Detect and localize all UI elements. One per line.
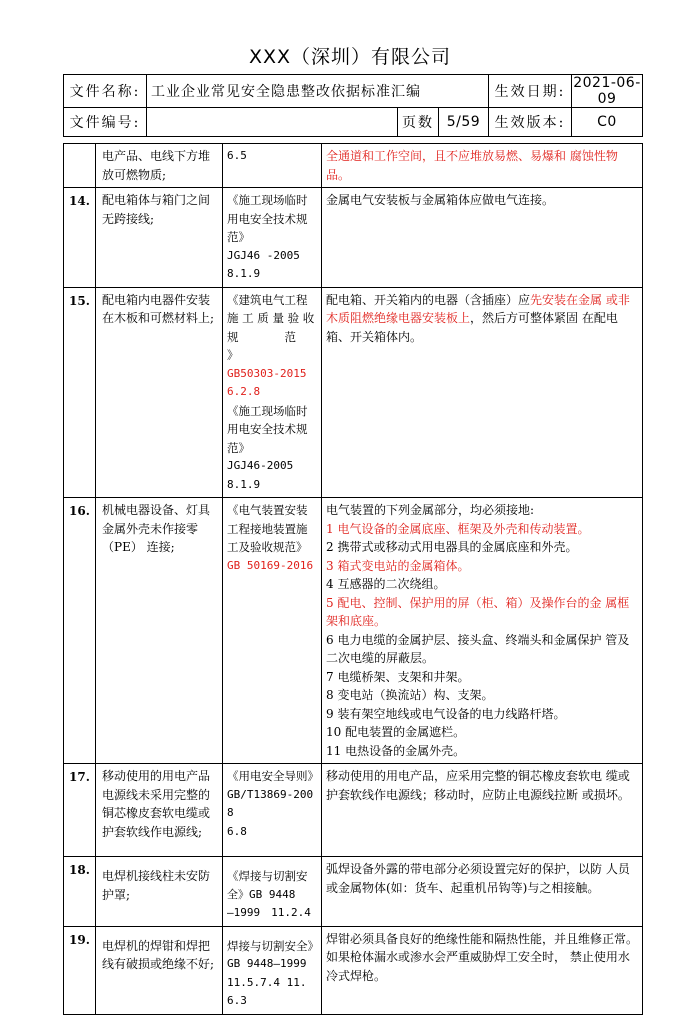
table-row	[64, 287, 643, 498]
standard-line: 用电安全技术规范》	[227, 422, 308, 455]
requirement-text: 配电箱、开关箱内的电器（含插座）应	[326, 292, 531, 307]
standard-ref	[223, 857, 322, 927]
row-number	[64, 144, 96, 188]
requirement-line: 2 携带式或移动式用电器具的金属底座和外壳。	[326, 540, 578, 554]
row-number: 15.	[64, 287, 96, 498]
requirement-line: 1 电气设备的金属底座、框架及外壳和传动装置。	[326, 521, 590, 536]
requirement-line: 11 电热设备的金属外壳。	[326, 743, 466, 758]
standard-line: 11.5.7.4 11.6.3	[227, 975, 307, 1007]
standard-line: 施 工 质 量 验 收	[227, 311, 315, 325]
hazard-standards-table	[63, 143, 643, 1015]
standard-ref	[223, 498, 322, 764]
row-number: 14.	[64, 188, 96, 288]
standard-line: 规 范 》	[227, 329, 319, 362]
requirement-line: 10 配电装置的金属遮栏。	[326, 725, 466, 739]
standard-line: 《焊接与切割安	[227, 869, 308, 883]
version-value: C0	[572, 108, 643, 137]
standard-line: 6.5	[227, 149, 247, 162]
standard-line: —1999 11.2.4	[227, 906, 311, 919]
hazard-item: 电焊机接线柱未安防护罩;	[96, 857, 223, 927]
requirement-line: 6 电力电缆的金属护层、接头盒、终端头和金属保护 管及二次电缆的屏蔽层。	[326, 632, 630, 665]
hazard-item: 配电箱内电器件安装在木板和可燃材料上;	[96, 287, 223, 498]
doc-no-label: 文件编号:	[64, 108, 147, 137]
hazard-item: 电产品、电线下方堆放可燃物质;	[96, 144, 223, 188]
standard-line: 6.8	[227, 824, 247, 838]
requirement	[322, 498, 643, 764]
standard-line: GB 50169-2016	[227, 558, 314, 572]
doc-no-value	[147, 108, 398, 137]
standard-line: GB 9448—1999	[227, 957, 307, 970]
document-header-table	[63, 74, 643, 137]
requirement-line: 8 变电站（换流站）构、支架。	[326, 688, 494, 702]
standard-line: 《建筑电气工程	[227, 292, 308, 307]
version-label: 生效版本:	[489, 108, 572, 137]
table-row	[64, 857, 643, 927]
requirement-text: 焊钳必须具备良好的绝缘性能和隔热性能，并且维修正常。如果枪体漏水或渗水会严重威胁焊工安全时， 禁止使用水冷式焊枪。	[326, 931, 639, 983]
standard-ref	[223, 926, 322, 1014]
standard-line: JGJ46-2005	[227, 459, 294, 472]
table-row	[64, 144, 643, 188]
requirement	[322, 764, 643, 857]
row-number: 17.	[64, 764, 96, 857]
table-row	[64, 188, 643, 288]
requirement	[322, 287, 643, 498]
hazard-item: 配电箱体与箱门之间无跨接线;	[96, 188, 223, 288]
pages-value: 5/59	[439, 108, 489, 137]
requirement-line: 5 配电、控制、保护用的屏（柜、箱）及操作台的金 属框架和底座。	[326, 595, 630, 628]
standard-ref	[223, 188, 322, 288]
hazard-item: 机械电器设备、灯具金属外壳未作接零（PE） 连接;	[96, 498, 223, 764]
company-title: XXX（深圳）有限公司	[248, 46, 452, 68]
requirement-text: 移动使用的用电产品，应采用完整的铜芯橡皮套软电 缆或护套软线作电源线；移动时，应防止电源线拉断 或损坏。	[326, 769, 630, 802]
pages-label: 页数	[398, 108, 439, 137]
standard-line: 《施工现场临时	[227, 193, 308, 207]
requirement-line: 3 箱式变电站的金属箱体。	[326, 558, 470, 573]
standard-line: GB50303-2015	[227, 366, 307, 380]
standard-line: 6.2.8	[227, 385, 261, 398]
standard-line: 全》GB 9448	[227, 887, 296, 901]
requirement	[322, 926, 643, 1014]
effective-date-label: 生效日期:	[489, 75, 572, 108]
standard-line: JGJ46 -2005	[227, 248, 300, 262]
row-number: 19.	[64, 926, 96, 1014]
row-number: 18.	[64, 857, 96, 927]
standard-line: 用电安全技术规范》	[227, 211, 308, 244]
requirement	[322, 144, 643, 188]
standard-ref	[223, 764, 322, 857]
requirement	[322, 188, 643, 288]
table-row	[64, 498, 643, 764]
hazard-item: 电焊机的焊钳和焊把线有破损或绝缘不好;	[96, 926, 223, 1014]
requirement-line: 9 装有架空地线或电气设备的电力线路杆塔。	[326, 706, 566, 721]
requirement-line: 4 互感器的二次绕组。	[326, 577, 446, 591]
requirement-text: 弧焊设备外露的带电部分必须设置完好的保护，以防 人员或金属物体(如：货车、起重机吊钩等)与之相接触。	[326, 862, 630, 895]
doc-name-value: 工业企业常见安全隐患整改依据标准汇编	[147, 75, 489, 108]
doc-name-label: 文件名称:	[64, 75, 147, 108]
standard-line: GB/T13869-2008	[227, 787, 314, 819]
requirement	[322, 857, 643, 927]
standard-line: 8.1.9	[227, 267, 261, 280]
requirement-line: 电气装置的下列金属部分，均必须接地:	[326, 503, 535, 517]
standard-line: 《施工现场临时	[227, 403, 308, 418]
requirement-text: 金属电气安装板与金属箱体应做电气连接。	[326, 193, 555, 207]
requirement-text: ，然后方可整体紧固 在配电箱、开关箱体内。	[326, 311, 618, 344]
standard-line: 《电气装置安装	[227, 503, 308, 517]
standard-line: 《用电安全导则》	[227, 769, 319, 783]
standard-ref	[223, 287, 322, 498]
table-row	[64, 926, 643, 1014]
hazard-item: 移动使用的用电产品电源线未采用完整的铜芯橡皮套软电缆或护套软线作电源线;	[96, 764, 223, 857]
standard-line: 工程接地装置施	[227, 521, 308, 536]
standard-ref	[223, 144, 322, 188]
standard-line: 8.1.9	[227, 477, 261, 491]
requirement-text-highlight: 先安装在金属 或非木质阻燃绝缘电器安装板上	[326, 292, 630, 325]
requirement-text: 全通道和工作空间，且不应堆放易燃、易爆和 腐蚀性物品。	[326, 149, 618, 182]
effective-date-value: 2021-06-09	[573, 75, 641, 107]
standard-line: 焊接与切割安全》	[227, 938, 319, 953]
row-number: 16.	[64, 498, 96, 764]
table-row	[64, 764, 643, 857]
requirement-line: 7 电缆桥架、支架和井架。	[326, 669, 470, 684]
standard-line: 工及验收规范》	[227, 540, 308, 554]
